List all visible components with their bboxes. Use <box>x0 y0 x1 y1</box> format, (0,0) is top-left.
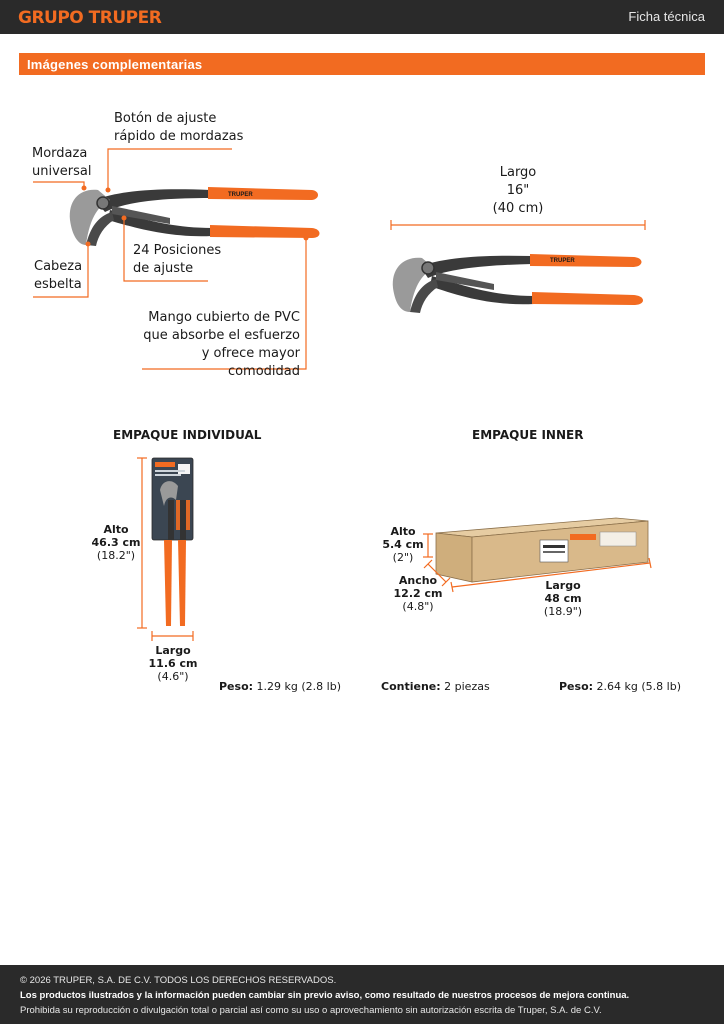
individual-height-label <box>80 523 152 562</box>
inner-length-label <box>533 579 593 618</box>
footer-copyright: © 2026 TRUPER, S.A. DE C.V. TODOS LOS DERECHOS RESERVADOS. <box>20 975 337 986</box>
inner-contents-label: Contiene: <box>381 680 441 693</box>
individual-length-label <box>138 644 208 683</box>
tool-length-label <box>478 164 558 218</box>
footer <box>0 965 724 1024</box>
inner-box-illustration <box>436 518 648 582</box>
callout-jaw <box>32 145 91 181</box>
callout-handle <box>130 309 300 381</box>
plier-illustration-main <box>70 187 320 246</box>
inner-height-label <box>380 525 426 564</box>
tool-length-title: Largo <box>499 165 537 180</box>
document-type: Ficha técnica <box>628 9 705 24</box>
inner-height-in: (2") <box>392 551 414 564</box>
footer-notice: Los productos ilustrados y la información pueden cambiar sin previo aviso, como resultado de nuestros procesos de mejora continua. <box>20 990 630 1001</box>
individual-height-in: (18.2") <box>96 549 136 562</box>
individual-height-cm: 46.3 cm <box>91 536 141 549</box>
inner-width-title: Ancho <box>398 574 438 587</box>
callout-jaw-line-2: universal <box>32 164 92 179</box>
individual-weight-label: Peso: <box>219 680 254 693</box>
inner-weight-value: 2.64 kg (5.8 lb) <box>596 680 681 693</box>
callout-handle-line-2: que absorbe el esfuerzo <box>143 328 300 343</box>
callout-adjust-button-line-1: Botón de ajuste <box>114 111 217 126</box>
callout-head <box>34 258 82 294</box>
inner-width-cm: 12.2 cm <box>393 587 443 600</box>
inner-contents-value: 2 piezas <box>444 680 490 693</box>
callout-adjust-button-line-2: rápido de mordazas <box>114 129 244 144</box>
callout-head-line-2: esbelta <box>34 277 82 292</box>
inner-width-label <box>388 574 448 613</box>
individual-length-in: (4.6") <box>157 670 189 683</box>
inner-length-in: (18.9") <box>543 605 583 618</box>
inner-width-in: (4.8") <box>402 600 434 613</box>
individual-length-cm: 11.6 cm <box>148 657 198 670</box>
individual-package-heading: EMPAQUE INDIVIDUAL <box>113 428 262 442</box>
grip-brand-label: TRUPER <box>228 192 253 198</box>
individual-length-title: Largo <box>155 644 191 657</box>
callout-head-line-1: Cabeza <box>34 259 83 274</box>
callout-positions-line-2: de ajuste <box>133 261 194 276</box>
individual-weight <box>219 680 341 693</box>
inner-weight-label: Peso: <box>559 680 594 693</box>
individual-weight-value: 1.29 kg (2.8 lb) <box>256 680 341 693</box>
section-title: Imágenes complementarias <box>27 57 203 72</box>
inner-height-title: Alto <box>390 525 416 538</box>
inner-contents <box>381 680 490 693</box>
callout-positions-line-1: 24 Posiciones <box>133 243 222 258</box>
inner-weight <box>559 680 681 693</box>
individual-package-illustration <box>152 458 193 626</box>
callout-handle-line-3: y ofrece mayor comodidad <box>201 346 300 379</box>
plier-illustration-side <box>393 254 643 313</box>
callout-handle-line-1: Mango cubierto de PVC <box>148 310 300 325</box>
inner-length-title: Largo <box>545 579 581 592</box>
individual-length-line <box>152 631 193 641</box>
inner-length-cm: 48 cm <box>544 592 582 605</box>
callout-jaw-line-1: Mordaza <box>32 146 88 161</box>
inner-package-heading: EMPAQUE INNER <box>472 428 584 442</box>
tool-length-inches: 16" <box>506 183 530 198</box>
brand-logo: GRUPO TRUPER <box>18 8 162 28</box>
length-dimension-line <box>391 220 645 230</box>
tool-length-cm: (40 cm) <box>492 201 544 216</box>
inner-height-cm: 5.4 cm <box>382 538 424 551</box>
footer-prohibition: Prohibida su reproducción o divulgación total o parcial así como su uso o aprovechamiento sin autorización escrita de Truper, S.A. de C.V. <box>20 1005 602 1016</box>
side-grip-brand-label: TRUPER <box>550 258 575 264</box>
individual-height-title: Alto <box>103 523 129 536</box>
callout-adjust-button <box>114 110 243 146</box>
callout-positions <box>133 242 221 278</box>
